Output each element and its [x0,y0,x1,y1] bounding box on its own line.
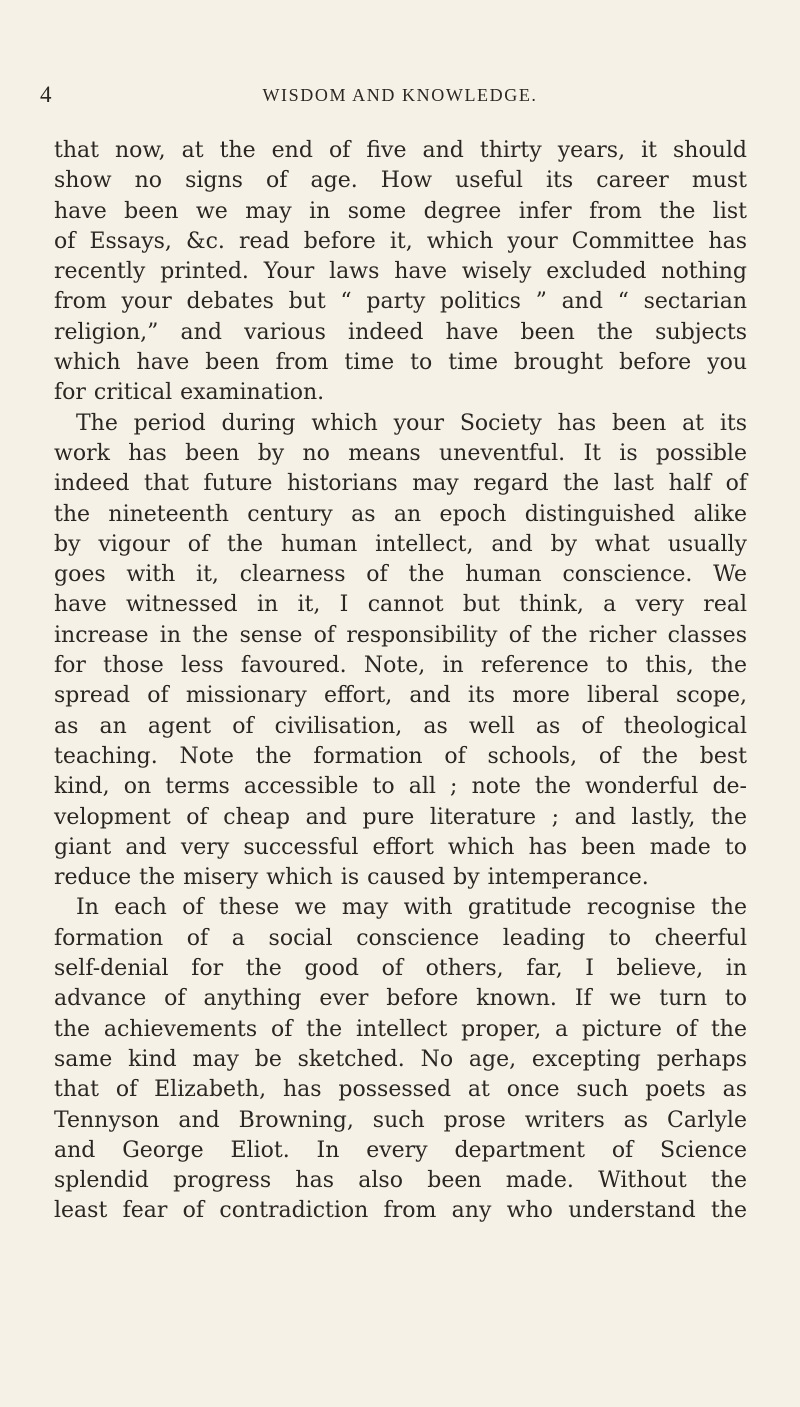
text-line: advance of anything ever before known. If we turn to [54,986,747,1012]
text-line: for critical examination. [54,380,325,406]
text-line: by vigour of the human intellect, and by what usually [54,531,747,557]
text-line: as an agent of civilisation, as well as of theological [54,713,747,739]
text-line: that now, at the end of five and thirty years, it should [54,138,747,163]
text-line: which have been from time to time brought before you [54,350,747,376]
paragraph-start-line: The period during which your Society has been at its [76,410,747,436]
text-line: formation of a social conscience leading to cheerful [54,925,747,951]
text-line: giant and very successful effort which has been made to [54,834,747,860]
text-line: and George Eliot. In every department of Science [54,1137,747,1163]
text-line: same kind may be sketched. No age, excepting perhaps [54,1046,747,1072]
text-line: from your debates but “ party politics ” and “ sectarian [54,289,747,315]
text-line: work has been by no means uneventful. It is possible [54,440,747,466]
text-line: splendid progress has also been made. Without the [54,1168,747,1194]
text-line: the nineteenth century as an epoch distinguished alike [54,501,747,527]
text-line: teaching. Note the formation of schools, of the best [54,743,747,769]
page-number: 4 [40,82,53,107]
text-line: self-denial for the good of others, far, I believe, in [54,956,747,982]
text-line: of Essays, &c. read before it, which your Committee has [54,228,747,254]
text-line: kind, on terms accessible to all ; note the wonderful de- [54,774,747,800]
text-line: least fear of contradiction from any who understand the [54,1198,747,1224]
text-line: have been we may in some degree infer from the list [54,198,747,224]
running-title: WISDOM AND KNOWLEDGE. [262,85,538,105]
text-line: goes with it, clearness of the human conscience. We [54,562,747,588]
running-head [40,82,760,112]
text-line: Tennyson and Browning, such prose writers as Carlyle [54,1107,747,1133]
text-line: recently printed. Your laws have wisely excluded nothing [54,259,747,285]
text-line: spread of missionary effort, and its more liberal scope, [54,683,747,709]
body-text [54,136,747,1227]
text-line: have witnessed in it, I cannot but think, a very real [54,592,747,618]
text-line: religion,” and various indeed have been the subjects [54,319,747,345]
text-line: that of Elizabeth, has possessed at once such poets as [54,1077,747,1103]
text-line: for those less favoured. Note, in reference to this, the [54,653,747,679]
text-line: velopment of cheap and pure literature ; and lastly, the [54,804,747,830]
text-line: increase in the sense of responsibility of the richer classes [54,622,747,648]
paragraph-start-line: In each of these we may with gratitude recognise the [76,895,747,921]
text-line: the achievements of the intellect proper, a picture of the [54,1016,747,1042]
text-line: show no signs of age. How useful its career must [54,168,747,194]
text-line: reduce the misery which is caused by intemperance. [54,865,649,891]
text-line: indeed that future historians may regard the last half of [54,471,747,497]
